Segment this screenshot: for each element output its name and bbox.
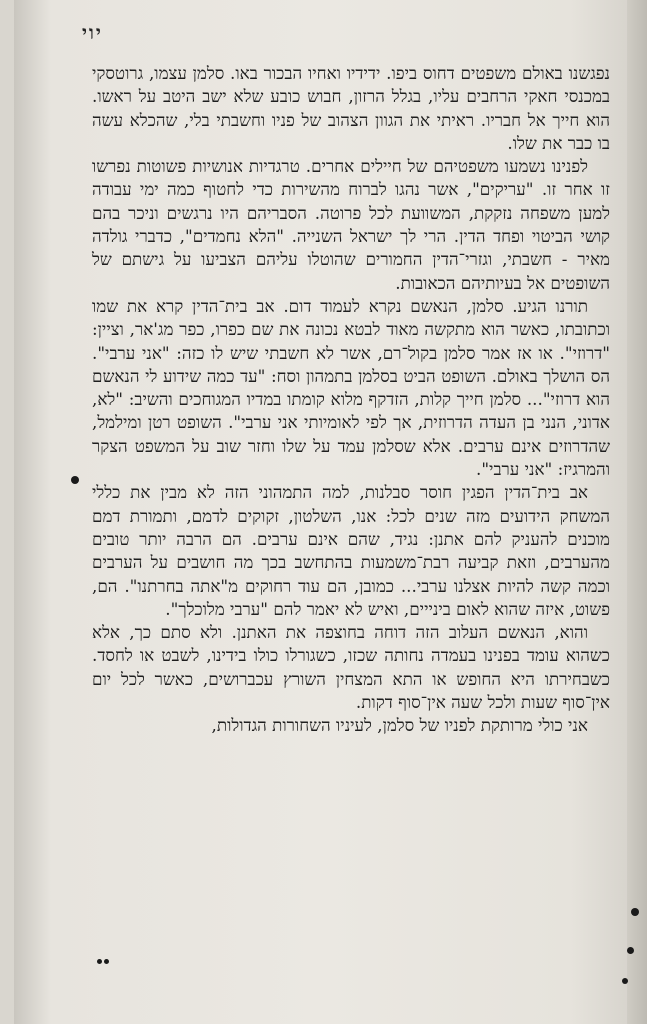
ink-spot [104, 959, 109, 964]
ink-spot [622, 978, 628, 984]
ink-spot [71, 476, 79, 484]
paragraph-4: אב בית־הדין הפגין חוסר סבלנות, למה התמהוני הזה לא מבין את כללי המשחק הידועים מזה שנים לכל: אנו, השלטון, זקוקים לדמם, ותמורת דמם מוכנים להעניק להם אתנן: נגיד, שהם אינם ערבים. הם הרבה יותר טובים מהערבים, וזאת קביעה רבת־משמעות בהתחשב בכך מה חושבים על הערבים וכמה קשה להיות אצלנו ערבי... כמובן, הם עוד רחוקים מ"אתה בחרתנו". הם, פשוט, איזה שהוא לאום בינייים, ואיש לא יאמר להם "ערבי מלוכלך". [92, 482, 610, 619]
page-number: יוי [82, 22, 103, 44]
paragraph-6: אני כולי מרותקת לפניו של סלמן, לעיניו השחורות הגדולות, [211, 715, 588, 736]
paragraph-5: והוא, הנאשם העלוב הזה דוחה בחוצפה את האתנן. ולא סתם כך, אלא כשהוא עומד בפנינו בעמדה נחותה שכזו, כשגורלו כולו בידינו, לשבט או לחסד. כשבחירתו היא החופש או התא המצחין השורץ עכברושים, כאשר לכל יום אין־סוף שעות ולכל שעה אין־סוף דקות. [92, 622, 610, 713]
ink-spot [97, 959, 102, 964]
paragraph-2: לפנינו נשמעו משפטיהם של חיילים אחרים. טרגדיות אנושיות פשוטות נפרשו זו אחר זו. "עריקים", אשר נהגו לברוח מהשירות כדי לחטוף כמה ימי עבודה למען משפחה נזקקת, המשוועת לכל פרוטה. הסבריהם היו נרגשים וניכר בהם קושי הביטוי ופחד הדין. הרי לך ישראל השנייה. "הלא נחמדים", כדברי גולדה מאיר - חשבתי, וגזרי־הדין החמורים שהוטלו עליהם הצביעו על גישתם של השופטים אל בעיותיהם הכאובות. [92, 156, 610, 293]
body-text [92, 62, 610, 738]
ink-spot [631, 908, 639, 916]
paragraph-3: תורנו הגיע. סלמן, הנאשם נקרא לעמוד דום. אב בית־הדין קרא את שמו וכתובתו, כאשר הוא מתקשה מאוד לבטא נכונה את שם כפרו, כפר מג'אר, וציין: "דרוזי". או אז אמר סלמן בקול־רם, אשר לא חשבתי שיש לו כזה: "אני ערבי". הס הושלך באולם. השופט הביט בסלמן בתמהון וסח: "עד כמה שידוע לי הנאשם הוא דרוזי"... סלמן חייך קלות, הזדקף מלוא קומתו במדיו המגוחכים והשיב: "לא, אדוני, הנני בן העדה הדרוזית, אך לפי לאומיותי אני ערבי". השופט רטן ומילמל, שהדרוזים אינם ערבים. אלא שסלמן עמד על שלו וחזר שוב על המשפט הצקר והמרגיז: "אני ערבי". [92, 295, 610, 480]
ink-spot [627, 947, 634, 954]
paragraph-1: נפגשנו באולם משפטים דחוס ביפו. ידידיו ואחיו הבכור באו. סלמן עצמו, גרוטסקי במכנסי חאקי הרחבים עליו, בגלל הרזון, חבוש כובע שלא ישב היטב על ראשו. הוא חייך אל חבריו. ראיתי את הגוון הצהוב של פניו וחשבתי בלי, שהכלא עשה בו כבר את שלו. [92, 63, 610, 153]
facing-page-edge [627, 0, 647, 1024]
